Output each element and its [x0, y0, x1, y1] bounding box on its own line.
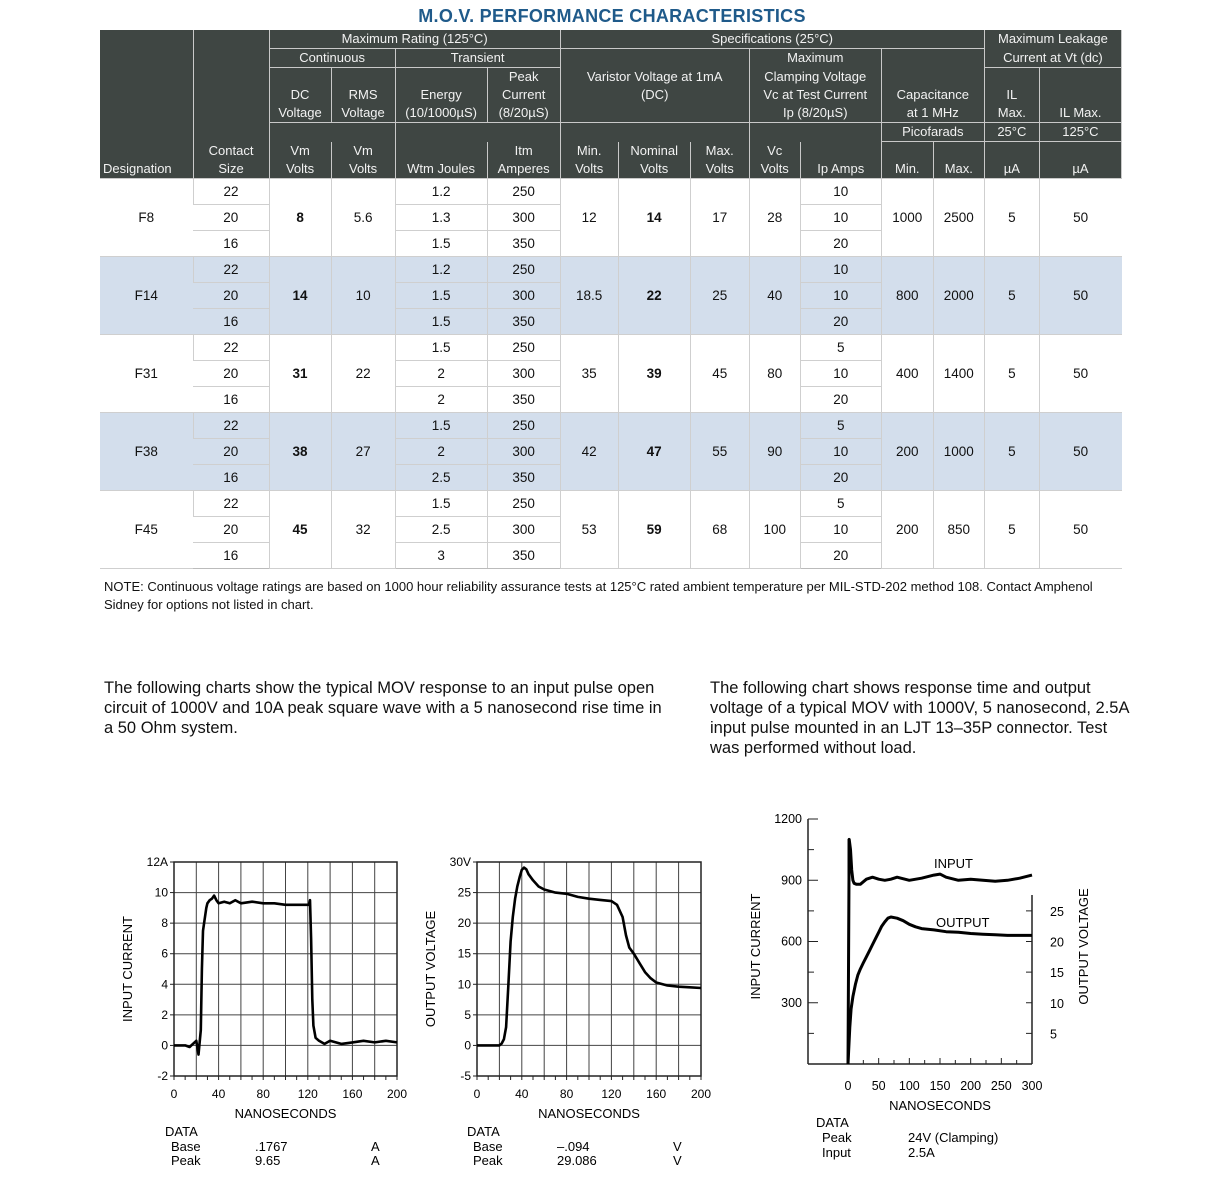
capacitance-min-cell: 800 [881, 256, 933, 334]
ip-amps-cell: 10 [800, 438, 881, 464]
contact-size-cell: 20 [193, 360, 269, 386]
header-specifications: Specifications (25°C) [560, 30, 984, 49]
data-heading: DATA [816, 1115, 849, 1130]
energy-cell: 1.2 [395, 256, 487, 282]
capacitance-max-cell: 1400 [933, 334, 984, 412]
header-cap-max: Max. [933, 142, 984, 179]
x-tick-label: 250 [990, 1079, 1012, 1093]
ip-amps-cell: 20 [800, 386, 881, 412]
ip-amps-cell: 10 [800, 282, 881, 308]
rms-voltage-cell: 27 [331, 412, 395, 490]
y-tick-label: 8 [161, 916, 168, 931]
series-line-output [848, 917, 1032, 1064]
varistor-max-cell: 45 [690, 334, 749, 412]
header-blank-a [269, 123, 395, 142]
header-blank-d [749, 123, 881, 142]
energy-cell: 2 [395, 360, 487, 386]
y-tick-label: 20 [457, 916, 471, 931]
header-il-max-25: IL Max. [984, 68, 1039, 123]
series-label-input: INPUT [934, 856, 973, 871]
varistor-max-cell: 68 [690, 490, 749, 568]
x-tick-label: 40 [211, 1087, 226, 1101]
contact-size-cell: 16 [193, 230, 269, 256]
table-row [100, 412, 1122, 438]
x-axis-label: NANOSECONDS [538, 1106, 640, 1121]
varistor-min-cell: 42 [560, 412, 618, 490]
energy-cell: 1.5 [395, 334, 487, 360]
x-tick-label: 120 [297, 1087, 318, 1101]
capacitance-min-cell: 200 [881, 412, 933, 490]
y-axis-label: INPUT CURRENT [120, 916, 135, 1022]
clamping-vc-cell: 90 [749, 412, 800, 490]
dc-voltage-cell: 14 [269, 256, 331, 334]
x-axis-label: NANOSECONDS [889, 1098, 991, 1113]
data-base-value: –.094 [557, 1139, 590, 1154]
energy-cell: 2.5 [395, 516, 487, 542]
x-axis-label: NANOSECONDS [234, 1106, 337, 1121]
ip-amps-cell: 5 [800, 334, 881, 360]
rms-voltage-cell: 5.6 [331, 178, 395, 256]
y2-tick-label: 10 [1050, 996, 1064, 1011]
peak-current-cell: 350 [487, 386, 560, 412]
varistor-nominal-cell: 22 [618, 256, 690, 334]
peak-current-cell: 350 [487, 308, 560, 334]
rms-voltage-cell: 32 [331, 490, 395, 568]
table-row [100, 178, 1122, 204]
contact-size-cell: 16 [193, 464, 269, 490]
peak-current-cell: 300 [487, 438, 560, 464]
y2-tick-label: 20 [1050, 935, 1064, 950]
capacitance-min-cell: 1000 [881, 178, 933, 256]
data-base-unit: A [371, 1139, 380, 1154]
y-tick-label: 10 [154, 885, 168, 900]
ip-amps-cell: 10 [800, 256, 881, 282]
y2-tick-label: 5 [1050, 1027, 1057, 1042]
data-base-label: Base [473, 1139, 503, 1154]
x-tick-label: 300 [1021, 1079, 1043, 1093]
data-peak-value: 29.086 [557, 1153, 597, 1168]
leakage-125-cell: 50 [1039, 334, 1121, 412]
capacitance-max-cell: 850 [933, 490, 984, 568]
capacitance-max-cell: 1000 [933, 412, 984, 490]
y-tick-label: 25 [457, 885, 471, 900]
ip-amps-cell: 10 [800, 178, 881, 204]
varistor-max-cell: 17 [690, 178, 749, 256]
dc-voltage-cell: 8 [269, 178, 331, 256]
y-tick-label: 600 [781, 934, 802, 949]
energy-cell: 1.5 [395, 308, 487, 334]
ip-amps-cell: 10 [800, 360, 881, 386]
data-heading: DATA [165, 1124, 198, 1139]
capacitance-min-cell: 400 [881, 334, 933, 412]
table-row [100, 490, 1122, 516]
peak-current-cell: 250 [487, 412, 560, 438]
header-ua-25: µA [984, 142, 1039, 179]
header-vm-rms: Vm Volts [331, 142, 395, 179]
peak-current-cell: 300 [487, 360, 560, 386]
varistor-max-cell: 25 [690, 256, 749, 334]
header-blank-b [395, 123, 560, 142]
data-peak-label: Peak [171, 1153, 201, 1168]
header-25c: 25°C [984, 123, 1039, 142]
data-base-label: Base [171, 1139, 201, 1154]
data-input-label: Input [822, 1145, 851, 1160]
peak-current-cell: 250 [487, 256, 560, 282]
y-tick-label: -5 [460, 1069, 471, 1083]
paragraph-left: The following charts show the typical MOV response to an input pulse open circuit of 1000V and 10A peak square wave with a 5 nanosecond rise time in a 50 Ohm system. [104, 679, 662, 737]
data-peak-label: Peak [822, 1130, 852, 1145]
y-tick-label: 10 [457, 977, 471, 992]
contact-size-cell: 22 [193, 256, 269, 282]
header-min-volts: Min. Volts [560, 142, 618, 179]
y-tick-label: 900 [781, 873, 802, 888]
leakage-125-cell: 50 [1039, 256, 1121, 334]
peak-current-cell: 250 [487, 490, 560, 516]
varistor-min-cell: 35 [560, 334, 618, 412]
header-il-max-125: IL Max. [1039, 68, 1121, 123]
energy-cell: 1.5 [395, 412, 487, 438]
contact-size-cell: 20 [193, 516, 269, 542]
contact-size-cell: 22 [193, 490, 269, 516]
contact-size-cell: 22 [193, 412, 269, 438]
series-label-output: OUTPUT [936, 915, 990, 930]
header-energy: Energy (10/1000µS) [395, 68, 487, 123]
dc-voltage-cell: 31 [269, 334, 331, 412]
data-heading: DATA [467, 1124, 500, 1139]
header-ip-amps: Ip Amps [800, 142, 881, 179]
y-tick-label: 4 [161, 977, 168, 992]
y2-tick-label: 15 [1050, 966, 1064, 981]
contact-size-cell: 20 [193, 438, 269, 464]
varistor-nominal-cell: 59 [618, 490, 690, 568]
energy-cell: 2 [395, 438, 487, 464]
header-wtm-joules: Wtm Joules [395, 142, 487, 179]
header-clamp-1: Maximum [749, 49, 881, 68]
y-axis-label: INPUT CURRENT [748, 893, 763, 1000]
energy-cell: 2 [395, 386, 487, 412]
x-tick-label: 120 [601, 1087, 622, 1101]
contact-size-cell: 22 [193, 178, 269, 204]
header-ua-125: µA [1039, 142, 1121, 179]
response-time-chart [740, 805, 1110, 1165]
clamping-vc-cell: 28 [749, 178, 800, 256]
designation-cell: F8 [100, 178, 193, 256]
y-tick-label: 15 [457, 946, 471, 961]
capacitance-max-cell: 2500 [933, 178, 984, 256]
header-varistor: Varistor Voltage at 1mA (DC) [560, 49, 749, 123]
peak-current-cell: 250 [487, 334, 560, 360]
ip-amps-cell: 20 [800, 464, 881, 490]
x-tick-label: 100 [898, 1079, 920, 1093]
mov-performance-table [100, 30, 1122, 569]
designation-cell: F14 [100, 256, 193, 334]
y-tick-label: 30V [449, 855, 471, 869]
header-max-rating: Maximum Rating (125°C) [269, 30, 560, 49]
varistor-min-cell: 12 [560, 178, 618, 256]
energy-cell: 2.5 [395, 464, 487, 490]
header-clamp-2: Clamping Voltage [749, 68, 881, 86]
ip-amps-cell: 5 [800, 412, 881, 438]
x-tick-label: 40 [515, 1087, 529, 1101]
contact-size-cell: 16 [193, 542, 269, 568]
x-tick-label: 80 [256, 1087, 270, 1101]
header-capacitance: Capacitance at 1 MHz [881, 49, 984, 123]
peak-current-cell: 350 [487, 464, 560, 490]
peak-current-cell: 300 [487, 204, 560, 230]
leakage-25-cell: 5 [984, 490, 1039, 568]
ip-amps-cell: 20 [800, 230, 881, 256]
data-peak-unit: A [371, 1153, 380, 1168]
y-tick-label: 0 [464, 1038, 471, 1053]
ip-amps-cell: 10 [800, 204, 881, 230]
table-note: NOTE: Continuous voltage ratings are based on 1000 hour reliability assurance tests at 125°C rated ambient temperature per MIL-STD-202 method 108. Contact Amphenol Sidney for options not listed in chart. [104, 579, 1093, 612]
y-tick-label: 300 [781, 995, 802, 1010]
header-cap-min: Min. [881, 142, 933, 179]
leakage-125-cell: 50 [1039, 490, 1121, 568]
clamping-vc-cell: 80 [749, 334, 800, 412]
y2-tick-label: 25 [1050, 904, 1064, 919]
varistor-nominal-cell: 14 [618, 178, 690, 256]
header-designation: Designation [100, 30, 193, 178]
varistor-nominal-cell: 39 [618, 334, 690, 412]
header-continuous: Continuous [269, 49, 395, 68]
header-leakage-2: Current at Vt (dc) [984, 49, 1121, 68]
header-peak-current: Peak Current (8/20µS) [487, 68, 560, 123]
y2-axis-label: OUTPUT VOLTAGE [1076, 888, 1091, 1005]
contact-size-cell: 20 [193, 204, 269, 230]
y-axis-label: OUTPUT VOLTAGE [423, 910, 438, 1028]
leakage-25-cell: 5 [984, 256, 1039, 334]
peak-current-cell: 250 [487, 178, 560, 204]
data-peak-value: 9.65 [255, 1153, 281, 1168]
data-peak-unit: V [673, 1153, 682, 1168]
contact-size-cell: 22 [193, 334, 269, 360]
energy-cell: 3 [395, 542, 487, 568]
header-picofarads: Picofarads [881, 123, 984, 142]
clamping-vc-cell: 40 [749, 256, 800, 334]
data-base-value: .1767 [255, 1139, 288, 1154]
header-contact-blank [193, 30, 269, 142]
leakage-25-cell: 5 [984, 412, 1039, 490]
x-tick-label: 0 [170, 1087, 178, 1101]
contact-size-cell: 20 [193, 282, 269, 308]
header-dc-voltage: DC Voltage [269, 68, 331, 123]
output-voltage-chart [415, 850, 715, 1180]
table-row [100, 334, 1122, 360]
x-tick-label: 0 [844, 1079, 852, 1093]
leakage-25-cell: 5 [984, 178, 1039, 256]
leakage-125-cell: 50 [1039, 178, 1121, 256]
header-clamp-4: Ip (8/20µS) [749, 104, 881, 123]
ip-amps-cell: 5 [800, 490, 881, 516]
contact-size-cell: 16 [193, 386, 269, 412]
ip-amps-cell: 20 [800, 542, 881, 568]
varistor-min-cell: 53 [560, 490, 618, 568]
header-clamp-3: Vc at Test Current [749, 86, 881, 104]
input-current-chart [110, 850, 410, 1180]
peak-current-cell: 350 [487, 542, 560, 568]
contact-size-cell: 16 [193, 308, 269, 334]
header-125c: 125°C [1039, 123, 1121, 142]
ip-amps-cell: 10 [800, 516, 881, 542]
y-tick-label: 0 [161, 1038, 168, 1053]
y-tick-label: 5 [464, 1007, 471, 1022]
header-contact-size: Contact Size [193, 142, 269, 179]
leakage-25-cell: 5 [984, 334, 1039, 412]
ip-amps-cell: 20 [800, 308, 881, 334]
x-tick-label: 160 [342, 1087, 363, 1101]
header-max-volts: Max. Volts [690, 142, 749, 179]
header-vm-dc: Vm Volts [269, 142, 331, 179]
x-tick-label: 200 [690, 1087, 712, 1101]
header-nominal-volts: Nominal Volts [618, 142, 690, 179]
y-tick-label: 12A [146, 855, 168, 869]
x-tick-label: 160 [646, 1087, 667, 1101]
data-base-unit: V [673, 1139, 682, 1154]
capacitance-max-cell: 2000 [933, 256, 984, 334]
header-leakage-1: Maximum Leakage [984, 30, 1121, 49]
peak-current-cell: 300 [487, 282, 560, 308]
x-tick-label: 80 [559, 1087, 574, 1101]
dc-voltage-cell: 38 [269, 412, 331, 490]
paragraph-right: The following chart shows response time and output voltage of a typical MOV with 1000V, 5 nanosecond, 2.5A input pulse mounted in an LJT 13–35P connector. Test was performed without load. [710, 679, 1129, 757]
energy-cell: 1.3 [395, 204, 487, 230]
energy-cell: 1.5 [395, 282, 487, 308]
clamping-vc-cell: 100 [749, 490, 800, 568]
x-tick-label: 150 [929, 1079, 951, 1093]
rms-voltage-cell: 22 [331, 334, 395, 412]
header-blank-c [560, 123, 749, 142]
page-title: M.O.V. PERFORMANCE CHARACTERISTICS [418, 6, 806, 26]
header-itm-amperes: Itm Amperes [487, 142, 560, 179]
designation-cell: F45 [100, 490, 193, 568]
y-tick-label: 1200 [774, 812, 802, 826]
energy-cell: 1.5 [395, 230, 487, 256]
table-body [100, 178, 1122, 568]
header-rms-voltage: RMS Voltage [331, 68, 395, 123]
data-input-value: 2.5A [908, 1145, 935, 1160]
varistor-max-cell: 55 [690, 412, 749, 490]
y-tick-label: 6 [161, 946, 168, 961]
designation-cell: F38 [100, 412, 193, 490]
x-tick-label: 50 [871, 1079, 886, 1093]
rms-voltage-cell: 10 [331, 256, 395, 334]
y-tick-label: 2 [161, 1007, 168, 1022]
peak-current-cell: 300 [487, 516, 560, 542]
designation-cell: F31 [100, 334, 193, 412]
x-tick-label: 0 [473, 1087, 481, 1101]
header-vc-volts: Vc Volts [749, 142, 800, 179]
series-line-input [848, 839, 1032, 1064]
varistor-nominal-cell: 47 [618, 412, 690, 490]
energy-cell: 1.2 [395, 178, 487, 204]
dc-voltage-cell: 45 [269, 490, 331, 568]
energy-cell: 1.5 [395, 490, 487, 516]
x-tick-label: 200 [960, 1079, 982, 1093]
capacitance-min-cell: 200 [881, 490, 933, 568]
peak-current-cell: 350 [487, 230, 560, 256]
data-peak-value: 24V (Clamping) [908, 1130, 999, 1145]
y-tick-label: -2 [157, 1069, 168, 1083]
x-tick-label: 200 [386, 1087, 408, 1101]
leakage-125-cell: 50 [1039, 412, 1121, 490]
header-transient: Transient [395, 49, 560, 68]
varistor-min-cell: 18.5 [560, 256, 618, 334]
data-peak-label: Peak [473, 1153, 503, 1168]
table-row [100, 256, 1122, 282]
